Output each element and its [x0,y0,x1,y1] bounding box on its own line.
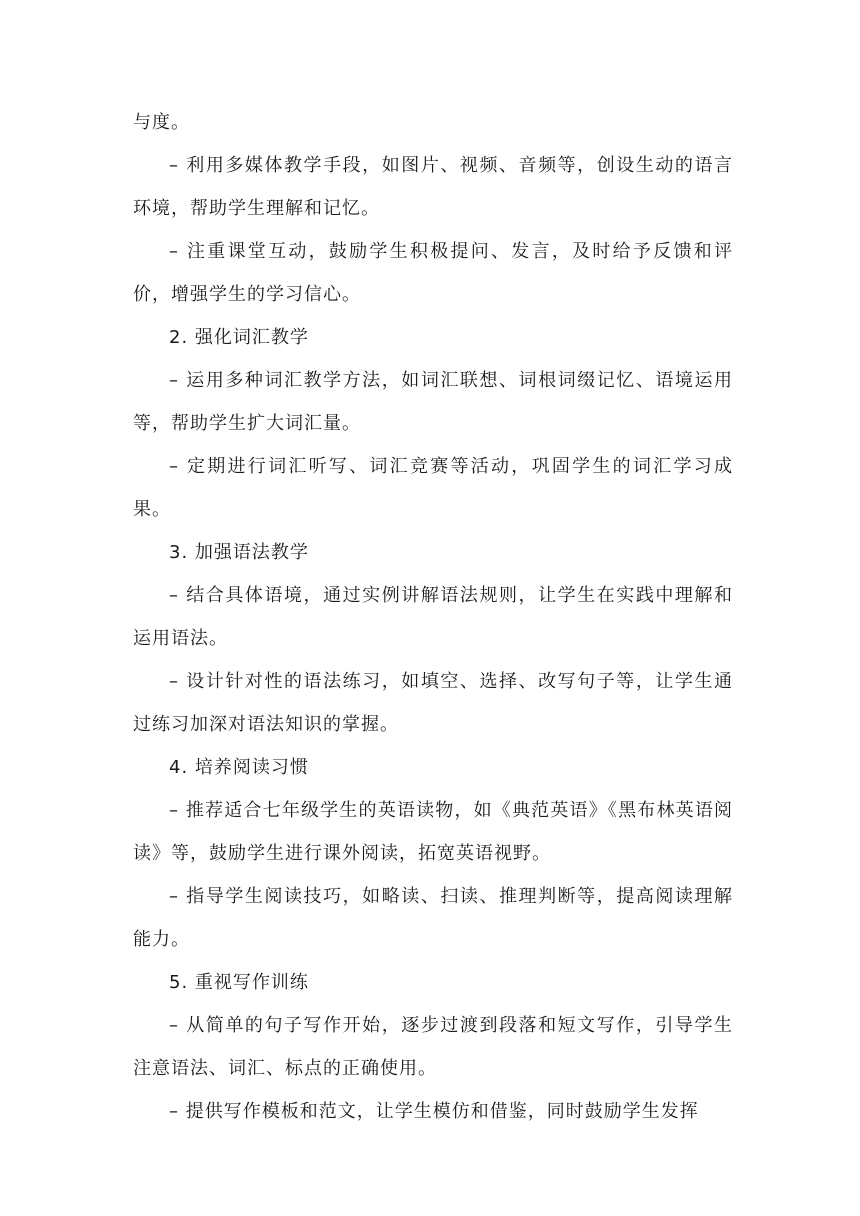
heading-vocabulary: 2. 强化词汇教学 [169,327,309,348]
paragraph-writing-progression: – 从简单的句子写作开始，逐步过渡到段落和短文写作，引导学生注意语法、词汇、标点的正确使用。 [133,1015,733,1079]
paragraph-writing-templates: – 提供写作模板和范文，让学生模仿和借鉴，同时鼓励学生发挥 [169,1101,699,1122]
paragraph-continuation: 与度。 [133,112,190,133]
paragraph-reading-books: – 推荐适合七年级学生的英语读物，如《典范英语》《黑布林英语阅读》等，鼓励学生进行课外阅读，拓宽英语视野。 [133,800,733,864]
paragraph-grammar-exercises: – 设计针对性的语法练习，如填空、选择、改写句子等，让学生通过练习加深对语法知识的掌握。 [133,671,733,735]
paragraph-vocab-methods: – 运用多种词汇教学方法，如词汇联想、词根词缀记忆、语境运用等，帮助学生扩大词汇量。 [133,370,733,434]
paragraph-vocab-activities: – 定期进行词汇听写、词汇竞赛等活动，巩固学生的词汇学习成果。 [133,456,733,520]
paragraph-grammar-context: – 结合具体语境，通过实例讲解语法规则，让学生在实践中理解和运用语法。 [133,585,733,649]
heading-writing: 5. 重视写作训练 [169,972,309,993]
document-body [133,101,733,1133]
heading-grammar: 3. 加强语法教学 [169,542,309,563]
heading-reading: 4. 培养阅读习惯 [169,757,309,778]
paragraph-interaction: – 注重课堂互动，鼓励学生积极提问、发言，及时给予反馈和评价，增强学生的学习信心。 [133,241,733,305]
paragraph-reading-skills: – 指导学生阅读技巧，如略读、扫读、推理判断等，提高阅读理解能力。 [133,886,733,950]
paragraph-multimedia: – 利用多媒体教学手段，如图片、视频、音频等，创设生动的语言环境，帮助学生理解和记忆。 [133,155,733,219]
